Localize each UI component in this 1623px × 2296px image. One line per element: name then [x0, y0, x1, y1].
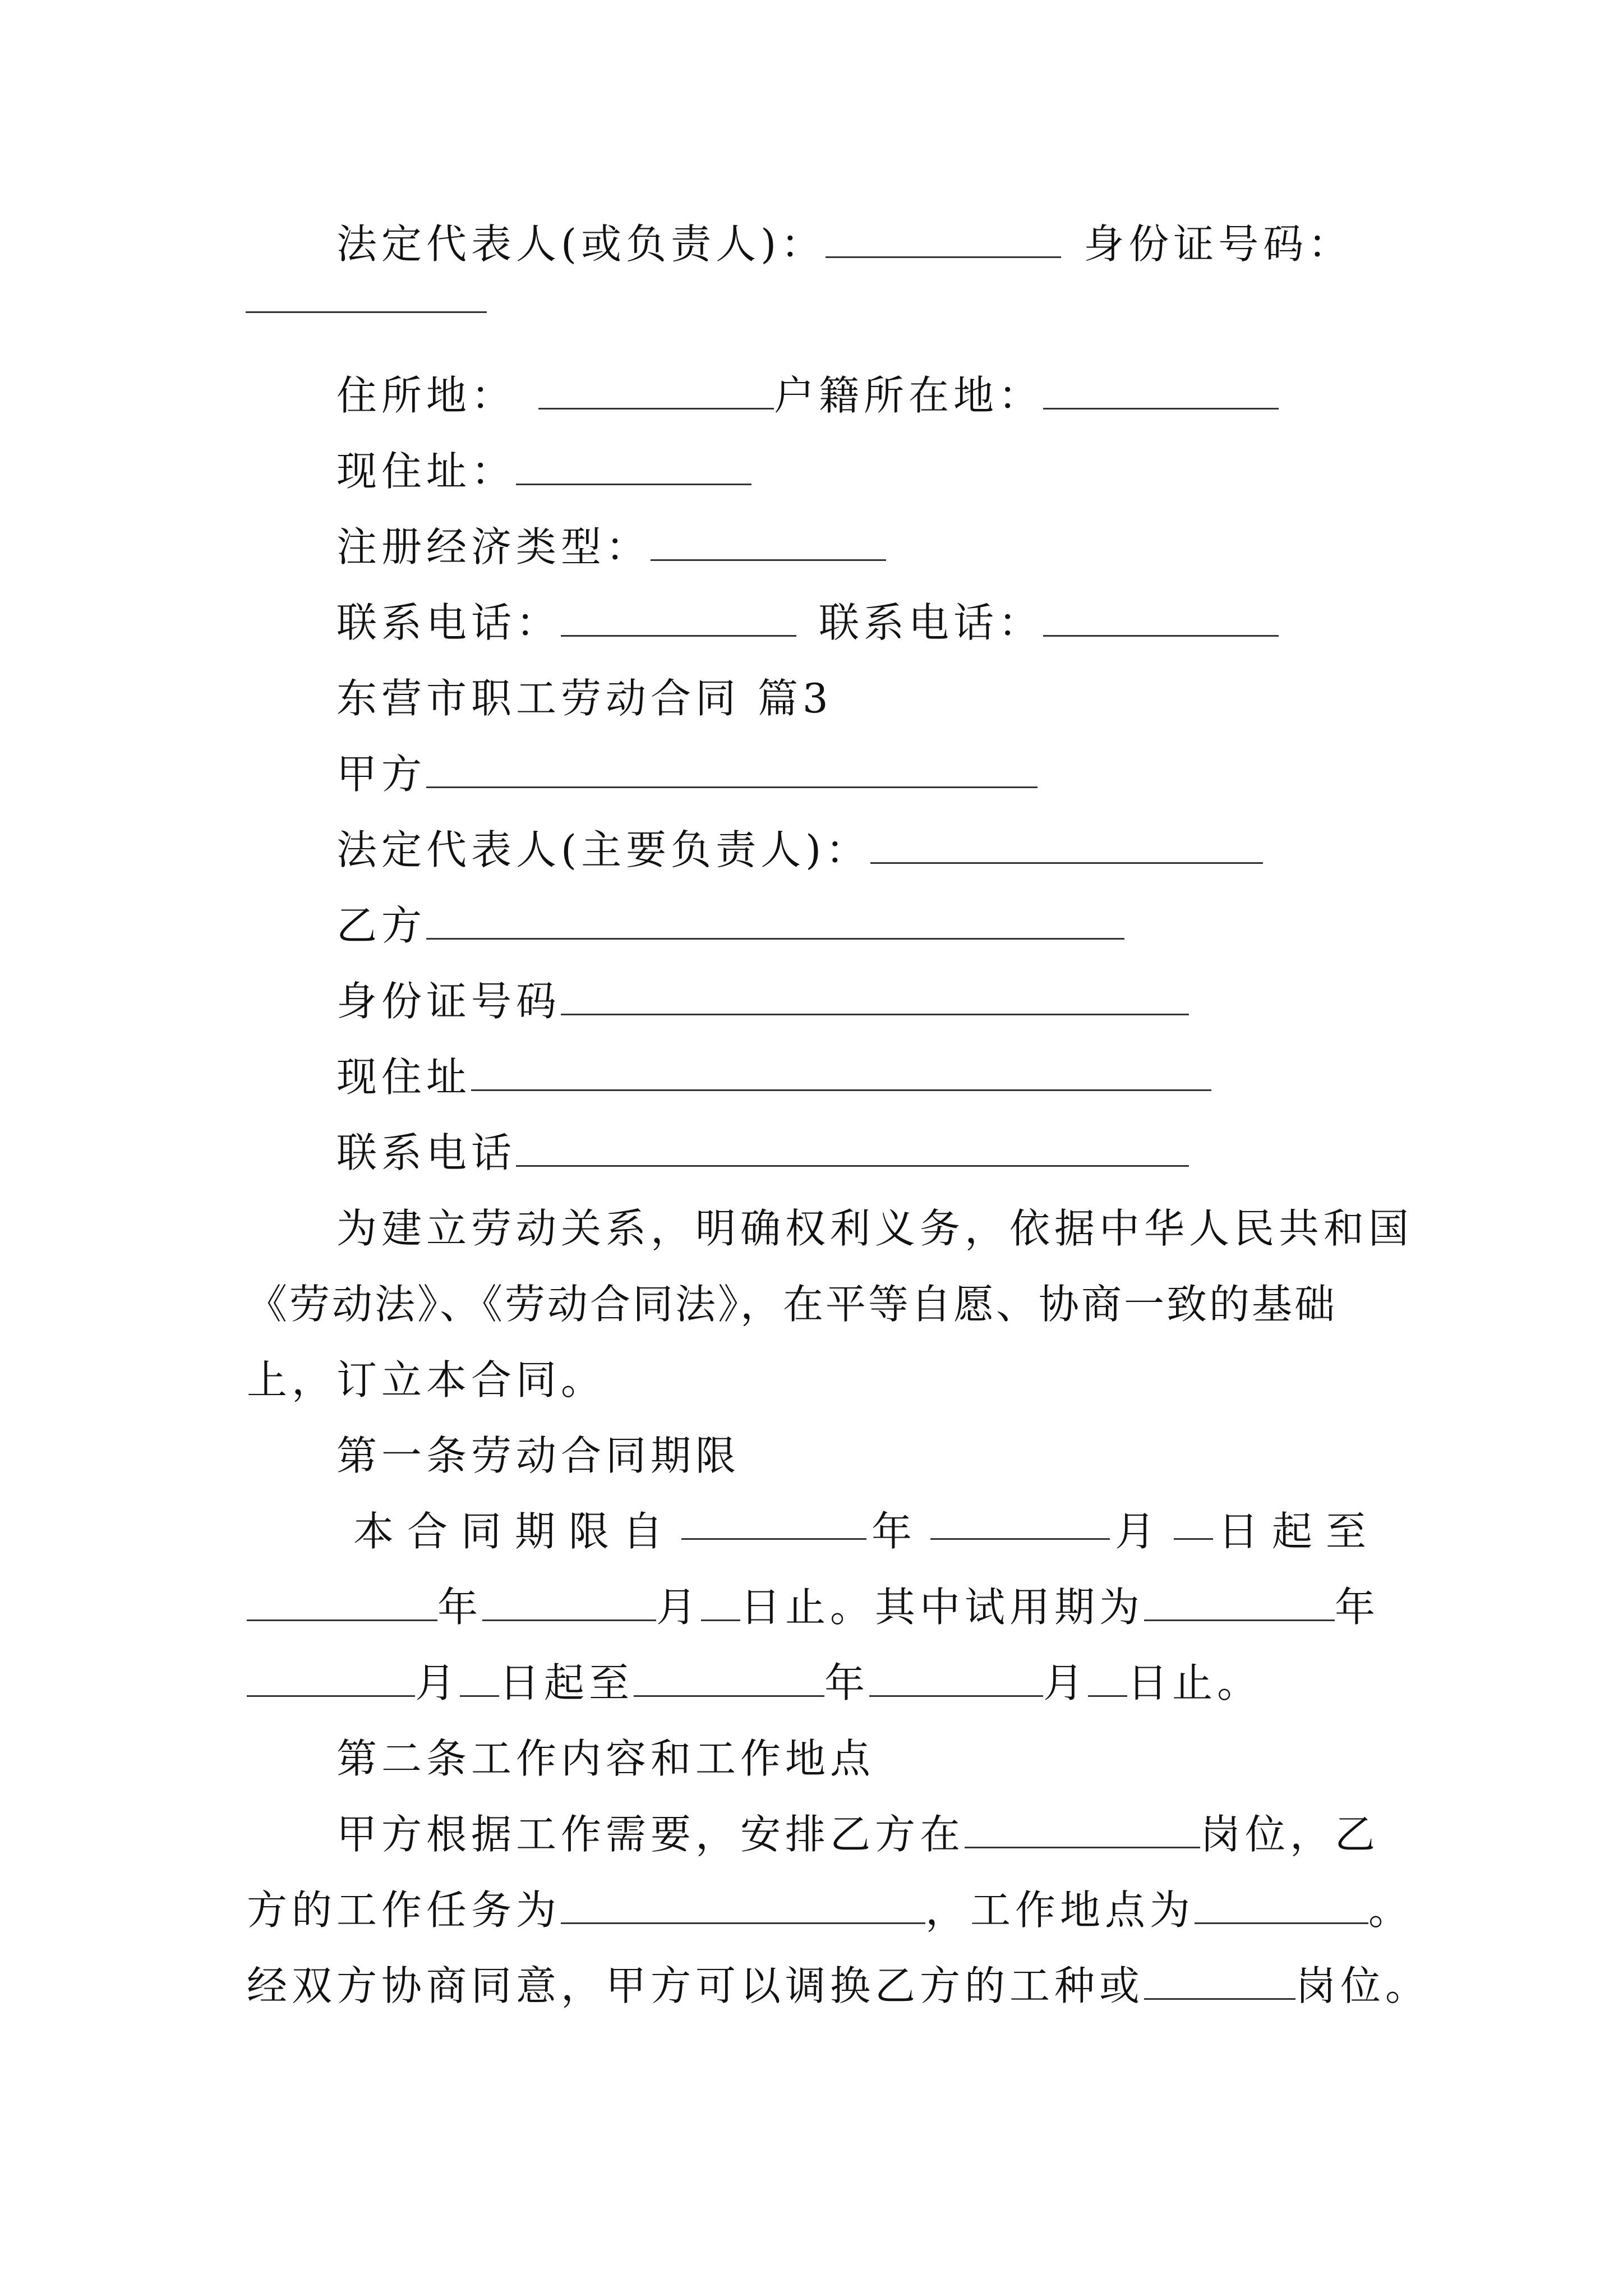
year-label: 年	[437, 1584, 483, 1631]
id-label: 身份证号码	[336, 978, 561, 1025]
phone-label-2: 联系电话：	[819, 599, 1044, 646]
legal-rep-main-label: 法定代表人(主要负责人)：	[336, 826, 871, 873]
residence-label: 住所地：	[336, 372, 517, 419]
term-start-day[interactable]	[1174, 1503, 1213, 1540]
contact-blank[interactable]	[516, 1130, 1189, 1167]
section-title: 东营市职工劳动合同 篇3	[336, 675, 833, 722]
month-label: 月	[415, 1659, 460, 1706]
phone-line	[336, 595, 1279, 651]
economic-type-blank[interactable]	[651, 524, 886, 561]
term-start-month[interactable]	[930, 1503, 1110, 1540]
term-start-year[interactable]	[681, 1503, 866, 1540]
term-start-label: 本合同期限自	[353, 1508, 677, 1555]
period: 。	[1368, 1887, 1414, 1934]
probation-end-day[interactable]	[1088, 1660, 1127, 1697]
address-blank[interactable]	[471, 1055, 1211, 1091]
phone-label-1: 联系电话：	[336, 599, 561, 646]
household-blank[interactable]	[1043, 373, 1279, 409]
current-address-line	[336, 443, 751, 499]
position-label: 甲方根据工作需要，安排乙方在	[336, 1811, 965, 1858]
intro-line-1: 为建立劳动关系，明确权利义务，依据中华人民共和国	[336, 1205, 1414, 1252]
position-suffix: 岗位，乙	[1200, 1811, 1380, 1858]
article-2-title: 第二条工作内容和工作地点	[336, 1735, 875, 1782]
month-label: 月	[1043, 1659, 1089, 1706]
phone-blank-1[interactable]	[561, 600, 796, 637]
probation-end-year[interactable]	[634, 1660, 824, 1697]
legal-rep-blank[interactable]	[826, 222, 1061, 258]
address-label: 现住址	[336, 1053, 472, 1101]
transfer-blank[interactable]	[1144, 1963, 1295, 2000]
economic-type-line	[336, 519, 886, 575]
day-from-label: 日起至	[499, 1659, 634, 1706]
term-line-3	[247, 1655, 1262, 1711]
legal-rep-label: 法定代表人(或负责人)：	[336, 220, 826, 268]
intro-line-3: 上，订立本合同。	[247, 1356, 606, 1404]
economic-type-label: 注册经济类型：	[336, 523, 651, 570]
month-label: 月	[656, 1584, 702, 1631]
id-blank[interactable]	[561, 979, 1189, 1015]
year-label: 年	[871, 1508, 925, 1555]
address-line	[336, 1049, 1211, 1105]
probation-label: 日止。其中试用期为	[740, 1584, 1145, 1631]
current-address-label: 现住址：	[336, 448, 517, 495]
year-label: 年	[824, 1659, 870, 1706]
work-line-1	[336, 1806, 1380, 1862]
position-blank[interactable]	[965, 1812, 1200, 1848]
party-b-label: 乙方	[336, 902, 427, 949]
term-end-month[interactable]	[482, 1585, 656, 1621]
residence-blank[interactable]	[538, 373, 774, 409]
contact-label: 联系电话	[336, 1129, 517, 1176]
party-a-label: 甲方	[336, 751, 427, 798]
legal-rep-main-line	[336, 822, 1263, 878]
phone-blank-2[interactable]	[1043, 600, 1279, 637]
task-blank[interactable]	[561, 1888, 925, 1924]
probation-start-day[interactable]	[460, 1660, 499, 1697]
probation-end-month[interactable]	[869, 1660, 1043, 1697]
residence-line	[336, 367, 1279, 424]
day-from-label: 日起至	[1218, 1508, 1380, 1555]
party-a-blank[interactable]	[426, 752, 1038, 788]
day-end-label: 日止。	[1127, 1659, 1262, 1706]
current-address-blank[interactable]	[516, 449, 751, 485]
id-number-label: 身份证号码：	[1083, 220, 1353, 268]
legal-rep-line	[336, 216, 1353, 272]
legal-rep-main-blank[interactable]	[870, 827, 1263, 864]
term-line-1	[353, 1503, 1380, 1559]
term-end-day[interactable]	[701, 1585, 740, 1621]
transfer-suffix: 岗位。	[1295, 1962, 1431, 2009]
term-end-year[interactable]	[247, 1585, 437, 1621]
household-label: 户籍所在地：	[774, 372, 1044, 419]
term-line-2	[247, 1579, 1380, 1635]
year-label: 年	[1335, 1584, 1380, 1631]
transfer-label: 经双方协商同意，甲方可以调换乙方的工种或	[247, 1962, 1145, 2009]
id-number-blank[interactable]	[246, 311, 487, 313]
location-label: ，工作地点为	[925, 1887, 1195, 1934]
probation-start-month[interactable]	[247, 1660, 415, 1697]
article-1-title: 第一条劳动合同期限	[336, 1432, 741, 1479]
party-b-blank[interactable]	[426, 903, 1124, 940]
intro-line-2: 《劳动法》、《劳动合同法》，在平等自愿、协商一致的基础	[247, 1281, 1338, 1328]
party-a-line	[336, 746, 1038, 802]
work-line-3	[247, 1958, 1430, 2014]
id-line	[336, 973, 1189, 1029]
location-blank[interactable]	[1195, 1888, 1368, 1924]
contact-line	[336, 1125, 1189, 1181]
party-b-line	[336, 898, 1124, 954]
task-label: 方的工作任务为	[247, 1887, 561, 1934]
month-label: 月	[1114, 1508, 1169, 1555]
work-line-2	[247, 1882, 1413, 1938]
probation-start-year[interactable]	[1144, 1585, 1335, 1621]
